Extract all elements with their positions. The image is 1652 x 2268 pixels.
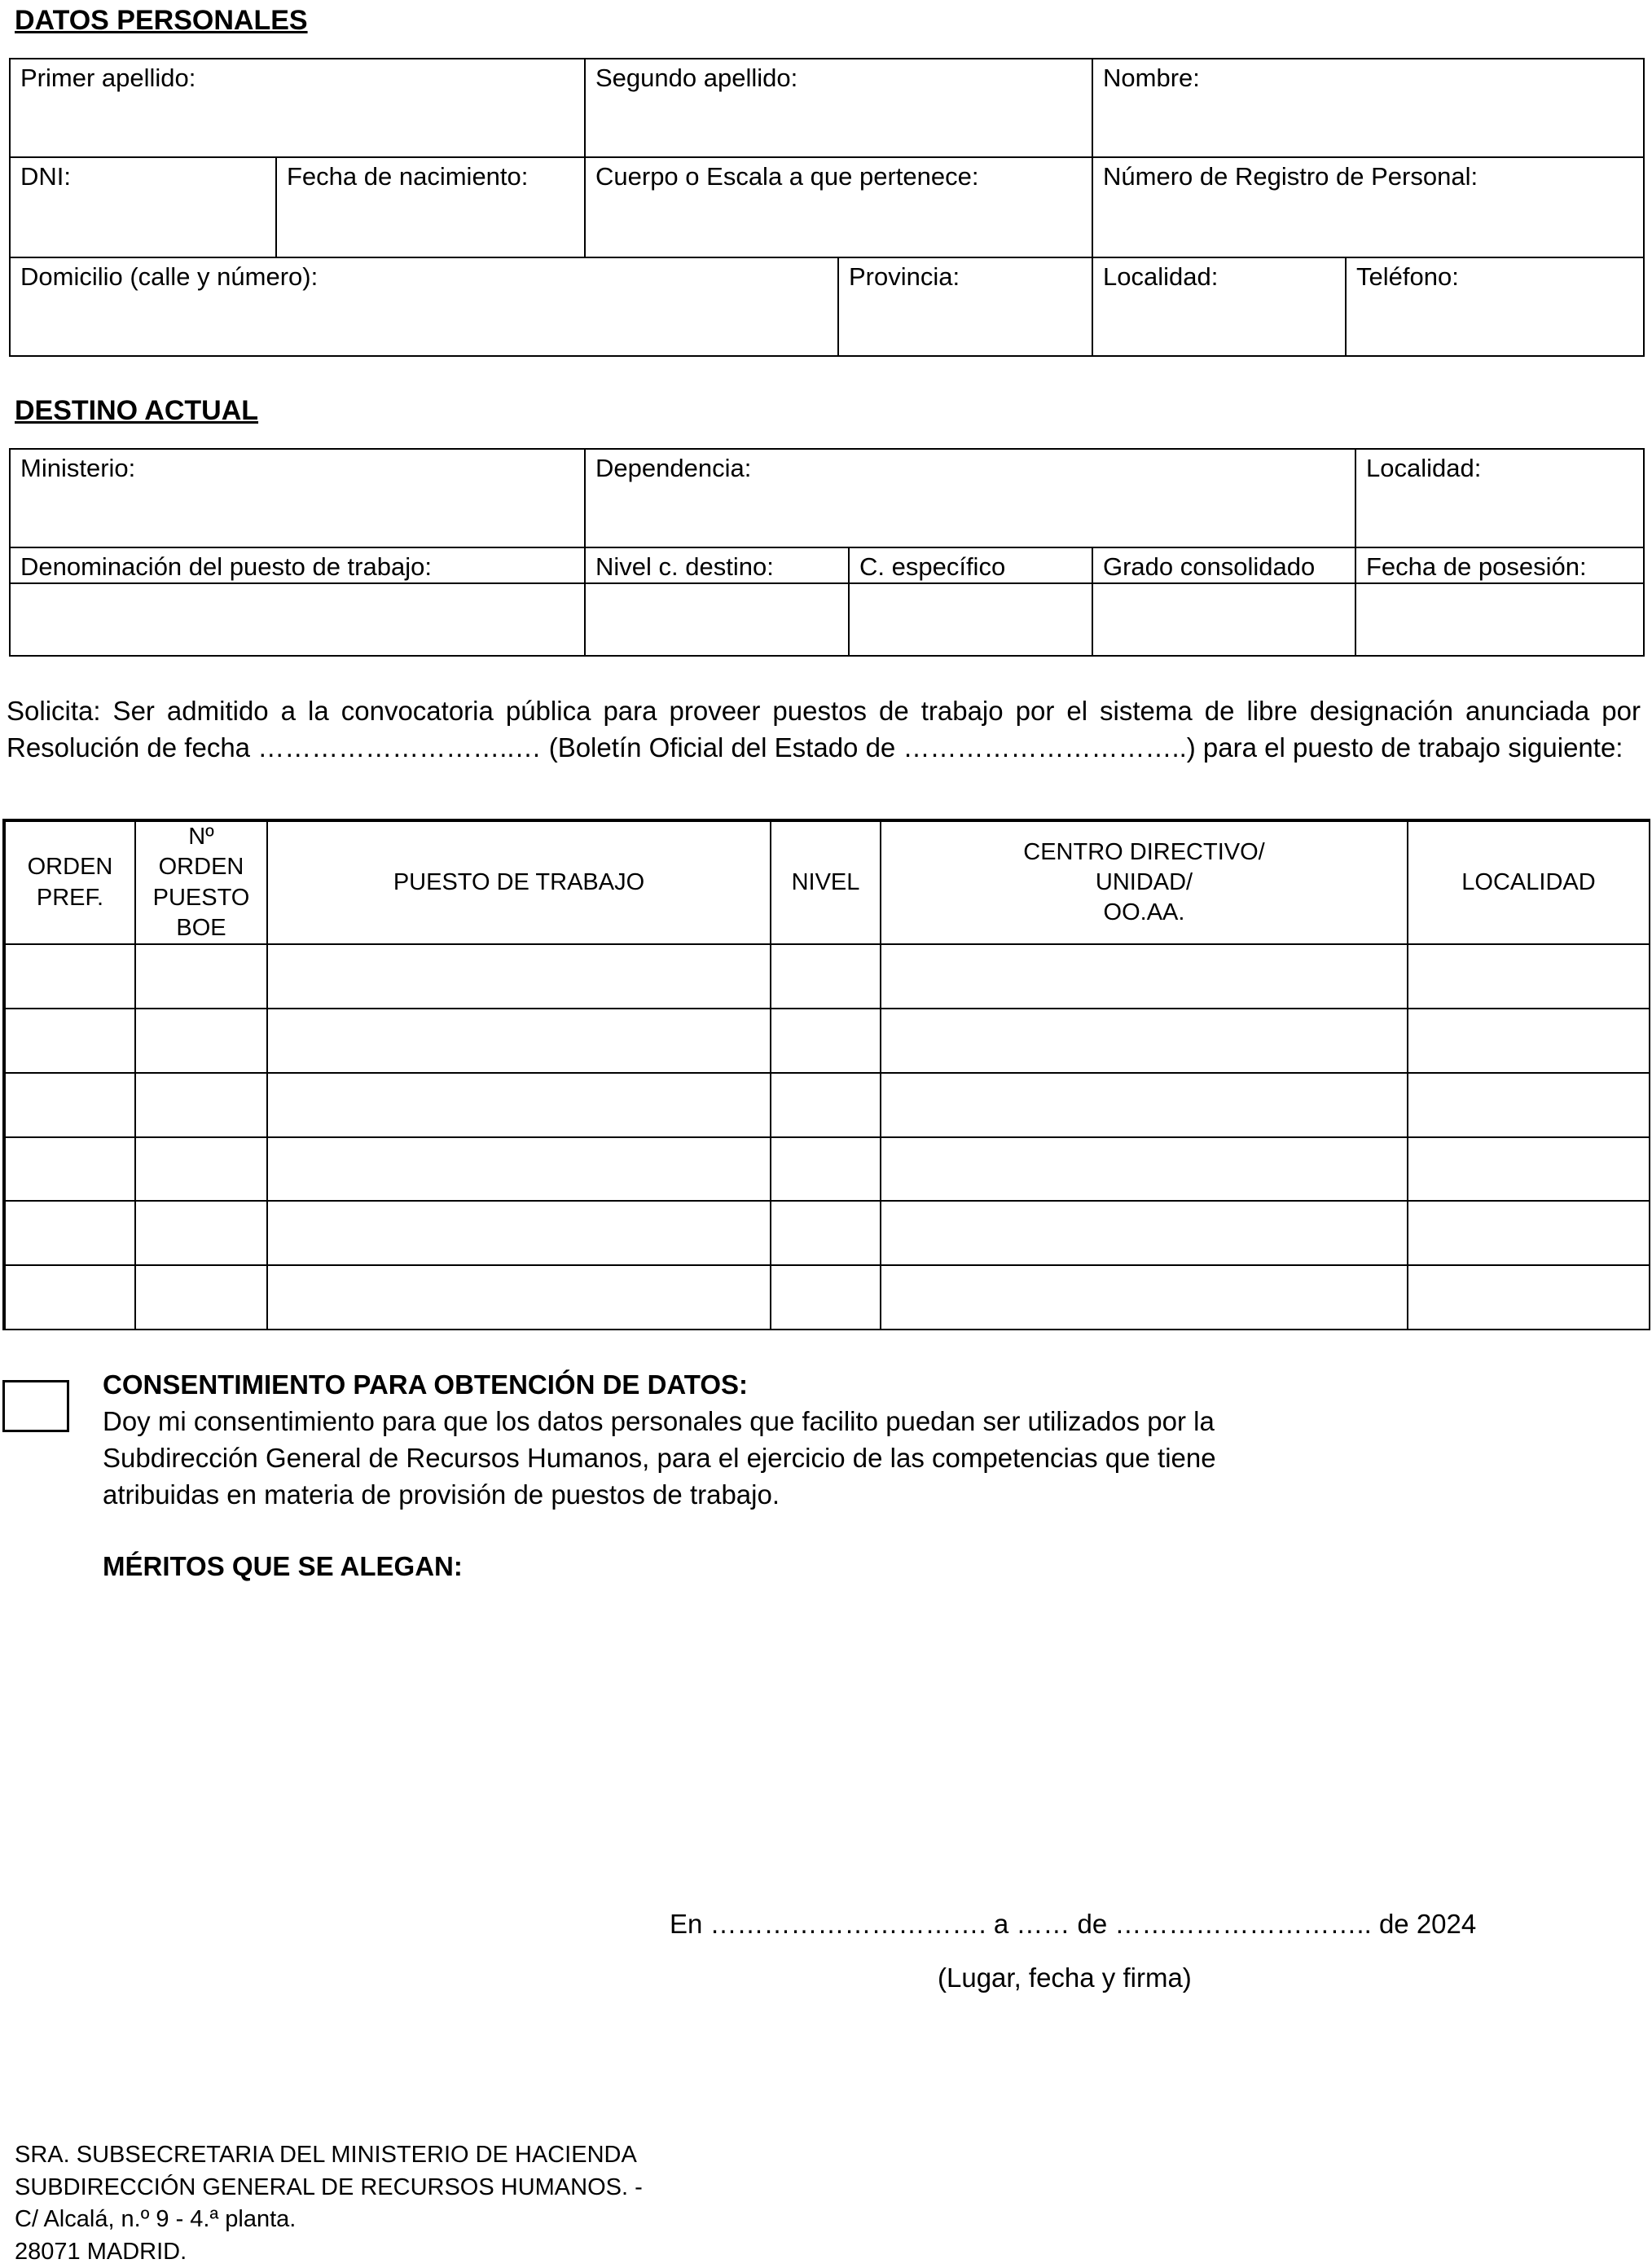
signature-caption: (Lugar, fecha y firma) — [938, 1959, 1192, 1996]
table-cell[interactable] — [770, 1008, 881, 1074]
table-cell[interactable] — [770, 1072, 881, 1138]
field-label: LOCALIDAD — [1461, 868, 1595, 898]
solicita-paragraph: Solicita: Ser admitido a la convocatoria pública para proveer puestos de trabajo por el sistema de libre designación anunciada por Resolución de fecha ………………………..… (Boletín Oficial del Estado de …………………………..) para el puesto de trabajo siguiente: — [7, 692, 1641, 766]
field-label: Nombre: — [1103, 64, 1200, 92]
field-label: NIVEL — [792, 868, 860, 898]
table-cell[interactable] — [4, 943, 136, 1009]
column-header — [880, 820, 1408, 945]
table-cell[interactable] — [880, 1200, 1408, 1266]
field-label: Teléfono: — [1356, 262, 1459, 291]
column-header — [134, 820, 268, 945]
form-field-cell[interactable] — [9, 547, 586, 584]
table-cell[interactable] — [880, 1072, 1408, 1138]
footer-address — [15, 2139, 643, 2268]
field-label: Fecha de posesión: — [1366, 552, 1587, 581]
form-field-cell[interactable] — [1092, 257, 1347, 357]
field-label: Nivel c. destino: — [595, 552, 774, 581]
form-field-cell[interactable] — [1092, 547, 1356, 584]
table-cell[interactable] — [1407, 1136, 1650, 1202]
input-cell[interactable] — [9, 582, 586, 657]
table-cell[interactable] — [770, 1136, 881, 1202]
table-cell[interactable] — [1407, 1264, 1650, 1330]
field-label: Fecha de nacimiento: — [287, 162, 528, 191]
footer-line: SRA. SUBSECRETARIA DEL MINISTERIO DE HACIENDA — [15, 2139, 643, 2172]
field-label: Denominación del puesto de trabajo: — [20, 552, 432, 581]
consent-line: Subdirección General de Recursos Humanos, para el ejercicio de las competencias que tiene — [103, 1439, 1216, 1476]
field-label: Localidad: — [1103, 262, 1218, 291]
consent-checkbox[interactable] — [2, 1380, 69, 1432]
table-cell[interactable] — [1407, 1200, 1650, 1266]
field-label: C. específico — [859, 552, 1005, 581]
table-cell[interactable] — [134, 1008, 268, 1074]
field-label: Ministerio: — [20, 454, 135, 482]
table-cell[interactable] — [770, 1264, 881, 1330]
field-label: Grado consolidado — [1103, 552, 1315, 581]
field-label: PUESTO DE TRABAJO — [393, 868, 644, 898]
table-cell[interactable] — [4, 1008, 136, 1074]
table-cell[interactable] — [134, 943, 268, 1009]
form-field-cell[interactable] — [584, 58, 1093, 158]
input-cell[interactable] — [584, 582, 850, 657]
table-cell[interactable] — [4, 1264, 136, 1330]
table-cell[interactable] — [266, 1136, 771, 1202]
table-cell[interactable] — [134, 1072, 268, 1138]
signature-line: En …………………………. a …… de ……………………….. de 2024 — [670, 1905, 1476, 1942]
consent-title: CONSENTIMIENTO PARA OBTENCIÓN DE DATOS: — [103, 1366, 748, 1403]
table-cell[interactable] — [4, 1072, 136, 1138]
table-cell[interactable] — [880, 943, 1408, 1009]
column-header — [770, 820, 881, 945]
field-label: Domicilio (calle y número): — [20, 262, 318, 291]
footer-line: 28071 MADRID. — [15, 2236, 643, 2268]
section-title-destino-actual: DESTINO ACTUAL — [15, 395, 258, 427]
table-cell[interactable] — [1407, 943, 1650, 1009]
table-cell[interactable] — [134, 1200, 268, 1266]
field-label: Provincia: — [849, 262, 960, 291]
column-header — [266, 820, 771, 945]
form-field-cell[interactable] — [584, 448, 1356, 548]
consent-line: atribuidas en materia de provisión de puestos de trabajo. — [103, 1476, 780, 1513]
field-label: ORDEN PREF. — [28, 852, 113, 912]
table-cell[interactable] — [266, 1200, 771, 1266]
field-label: Localidad: — [1366, 454, 1481, 482]
table-cell[interactable] — [266, 1008, 771, 1074]
section-title-datos-personales: DATOS PERSONALES — [15, 5, 308, 37]
input-cell[interactable] — [1355, 582, 1645, 657]
table-cell[interactable] — [770, 943, 881, 1009]
input-cell[interactable] — [848, 582, 1093, 657]
input-cell[interactable] — [1092, 582, 1356, 657]
form-field-cell[interactable] — [275, 156, 586, 258]
form-field-cell[interactable] — [1355, 547, 1645, 584]
table-cell[interactable] — [880, 1136, 1408, 1202]
table-cell[interactable] — [4, 1200, 136, 1266]
field-label: CENTRO DIRECTIVO/ UNIDAD/ OO.AA. — [1023, 837, 1264, 928]
form-field-cell[interactable] — [848, 547, 1093, 584]
column-header — [1407, 820, 1650, 945]
meritos-title: MÉRITOS QUE SE ALEGAN: — [103, 1548, 463, 1585]
form-field-cell[interactable] — [1092, 58, 1645, 158]
field-label: Cuerpo o Escala a que pertenece: — [595, 162, 978, 191]
table-cell[interactable] — [770, 1200, 881, 1266]
form-field-cell[interactable] — [9, 448, 586, 548]
field-label: DNI: — [20, 162, 71, 191]
footer-line: C/ Alcalá, n.º 9 - 4.ª planta. — [15, 2204, 643, 2236]
table-cell[interactable] — [4, 1136, 136, 1202]
table-cell[interactable] — [266, 943, 771, 1009]
table-cell[interactable] — [880, 1264, 1408, 1330]
column-header — [4, 820, 136, 945]
form-field-cell[interactable] — [1345, 257, 1645, 357]
footer-line: SUBDIRECCIÓN GENERAL DE RECURSOS HUMANOS. - — [15, 2172, 643, 2204]
form-field-cell[interactable] — [1092, 156, 1645, 258]
field-label: Segundo apellido: — [595, 64, 797, 92]
table-cell[interactable] — [1407, 1072, 1650, 1138]
form-field-cell[interactable] — [9, 257, 839, 357]
field-label: Dependencia: — [595, 454, 751, 482]
table-cell[interactable] — [266, 1072, 771, 1138]
form-field-cell[interactable] — [1355, 448, 1645, 548]
form-field-cell[interactable] — [837, 257, 1093, 357]
field-label: Nº ORDEN PUESTO BOE — [153, 822, 250, 943]
form-field-cell[interactable] — [584, 156, 1093, 258]
table-cell[interactable] — [134, 1264, 268, 1330]
table-cell[interactable] — [880, 1008, 1408, 1074]
consent-line: Doy mi consentimiento para que los datos personales que facilito puedan ser utilizados por la — [103, 1403, 1215, 1439]
form-field-cell[interactable] — [584, 547, 850, 584]
table-cell[interactable] — [134, 1136, 268, 1202]
form-field-cell[interactable] — [9, 156, 277, 258]
form-field-cell[interactable] — [9, 58, 586, 158]
table-cell[interactable] — [266, 1264, 771, 1330]
field-label: Primer apellido: — [20, 64, 196, 92]
table-cell[interactable] — [1407, 1008, 1650, 1074]
field-label: Número de Registro de Personal: — [1103, 162, 1478, 191]
